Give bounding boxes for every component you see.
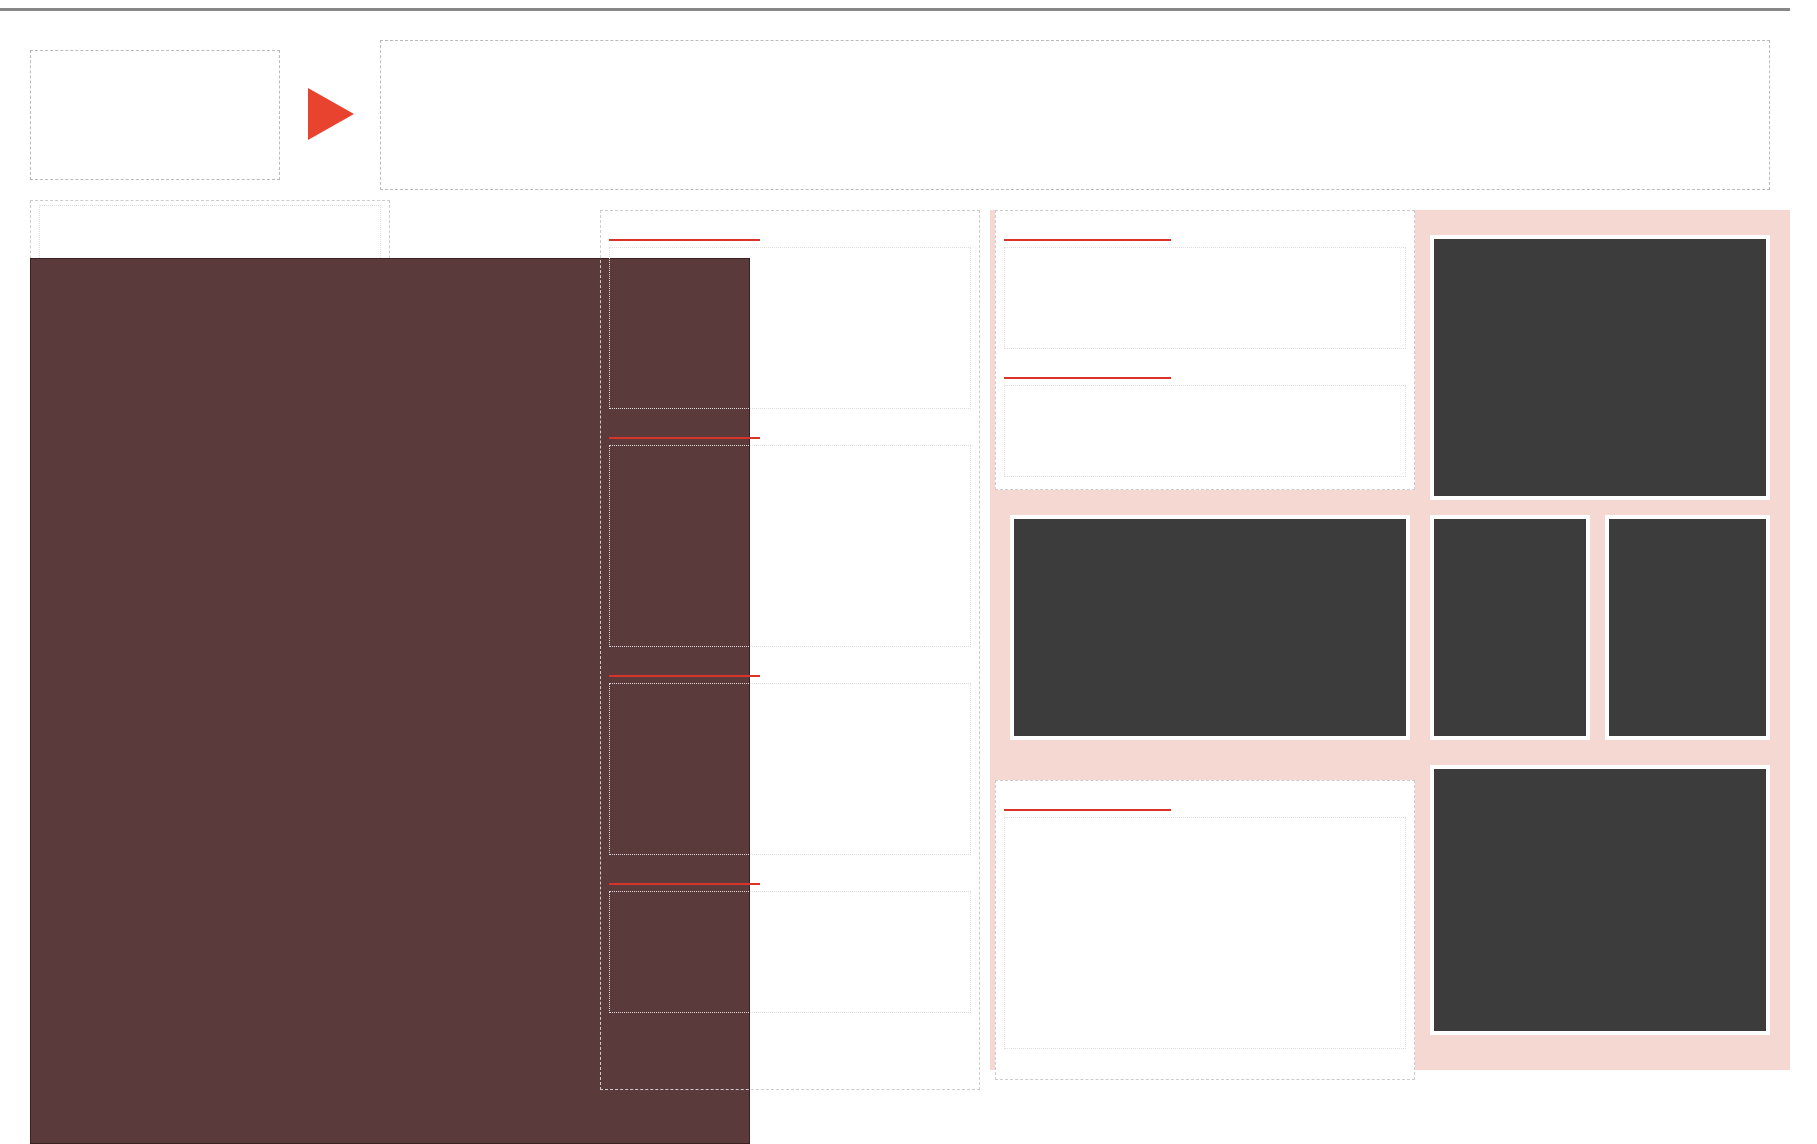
right-column-bottom <box>995 780 1415 1080</box>
headline <box>380 40 1770 190</box>
section-heading <box>1004 217 1171 241</box>
middle-column <box>600 210 980 1090</box>
section-heading <box>1004 787 1171 811</box>
poster-photo <box>1430 235 1770 500</box>
section-body <box>1004 247 1406 349</box>
section-heading <box>609 415 760 439</box>
section-body <box>609 683 971 855</box>
headline-chevron-icon <box>308 88 354 140</box>
section-body <box>1004 817 1406 1049</box>
poster-photo <box>1605 515 1770 740</box>
section-heading <box>1004 355 1171 379</box>
poster-photo <box>1430 515 1590 740</box>
group-photo <box>1010 515 1410 740</box>
section-heading <box>609 653 760 677</box>
section-body <box>1004 385 1406 477</box>
section-body <box>609 445 971 647</box>
poster-photo <box>1430 765 1770 1035</box>
section-body <box>609 891 971 1013</box>
section-heading <box>609 217 760 241</box>
section-heading <box>609 861 760 885</box>
right-column-top <box>995 210 1415 490</box>
kicker-text <box>30 50 280 180</box>
top-rule <box>0 8 1790 11</box>
section-body <box>609 247 971 409</box>
